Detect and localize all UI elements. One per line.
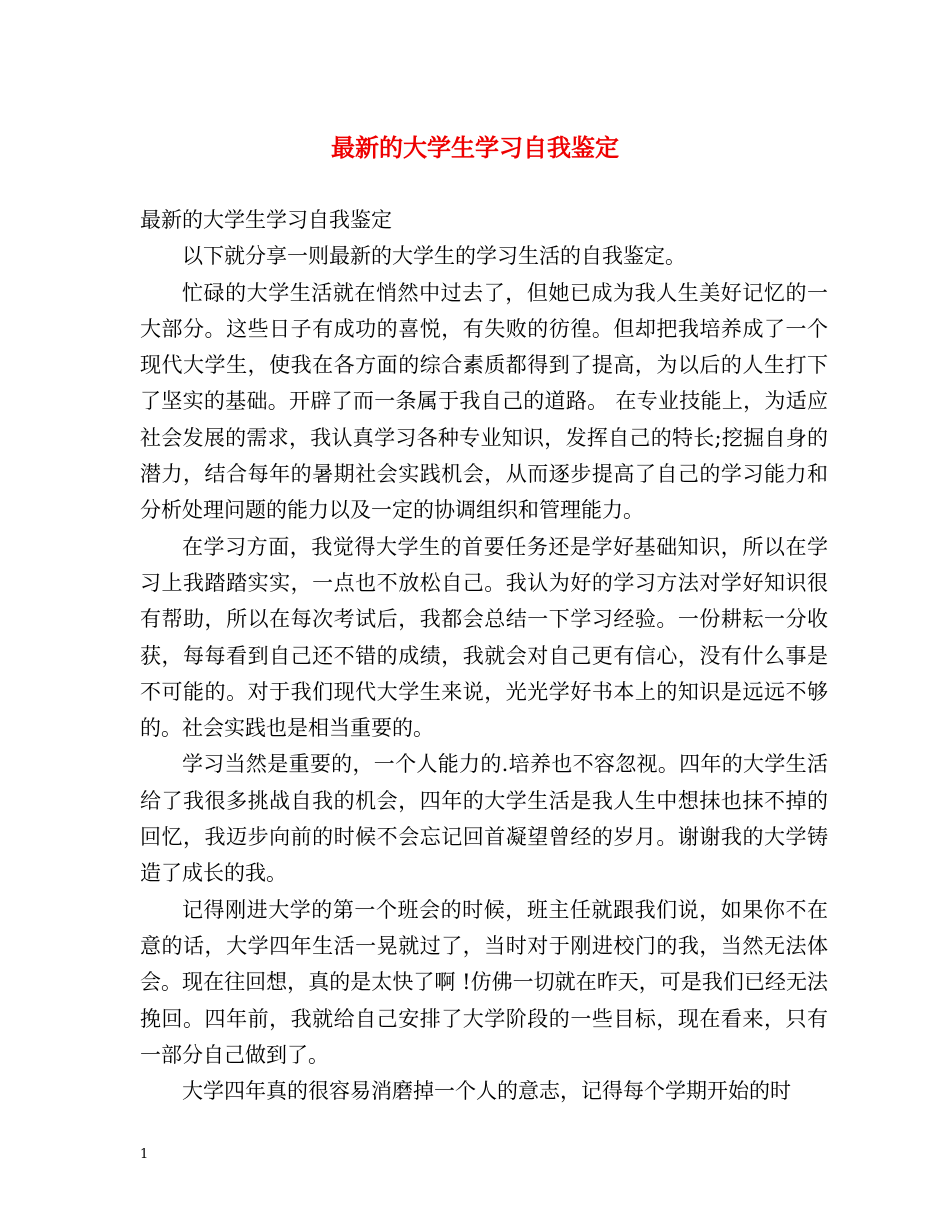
page-number: 1 [140,1147,149,1162]
document-body [140,202,828,1109]
paragraph-3: 在学习方面，我觉得大学生的首要任务还是学好基础知识，所以在学习上我踏踏实实，一点也不放松自己。我认为好的学习方法对学好知识很有帮助，所以在每次考试后，我都会总结一下学习经验。一份耕耘一分收获，每每看到自己还不错的成绩，我就会对自己更有信心，没有什么事是不可能的。对于我们现代大学生来说，光光学好书本上的知识是远远不够的。社会实践也是相当重要的。 [140,534,828,741]
paragraph-2: 忙碌的大学生活就在悄然中过去了，但她已成为我人生美好记忆的一大部分。这些日子有成功的喜悦，有失败的彷徨。但却把我培养成了一个现代大学生，使我在各方面的综合素质都得到了提高，为以后的人生打下了坚实的基础。开辟了而一条属于我自己的道路。 在专业技能上，为适应社会发展的需求，我认真学习各种专业知识，发挥自己的特长;挖掘自身的潜力，结合每年的暑期社会实践机会，从而逐步提高了自己的学习能力和分析处理问题的能力以及一定的协调组织和管理能力。 [140,280,828,523]
paragraph-5: 记得刚进大学的第一个班会的时候，班主任就跟我们说，如果你不在意的话，大学四年生活一晃就过了，当时对于刚进校门的我，当然无法体会。现在往回想，真的是太快了啊 !仿佛一切就在昨天，可是我们已经无法挽回。四年前，我就给自己安排了大学阶段的一些目标，现在看来，只有一部分自己做到了。 [140,897,828,1067]
paragraph-4: 学习当然是重要的，一个人能力的.培养也不容忽视。四年的大学生活给了我很多挑战自我的机会，四年的大学生活是我人生中想抹也抹不掉的回忆，我迈步向前的时候不会忘记回首凝望曾经的岁月。谢谢我的大学铸造了成长的我。 [140,752,828,886]
paragraph-1: 以下就分享一则最新的大学生的学习生活的自我鉴定。 [182,244,686,269]
paragraph-6: 大学四年真的很容易消磨掉一个人的意志，记得每个学期开始的时 [182,1079,791,1104]
document-subtitle: 最新的大学生学习自我鉴定 [140,208,392,232]
document-title: 最新的大学生学习自我鉴定 [331,133,619,162]
